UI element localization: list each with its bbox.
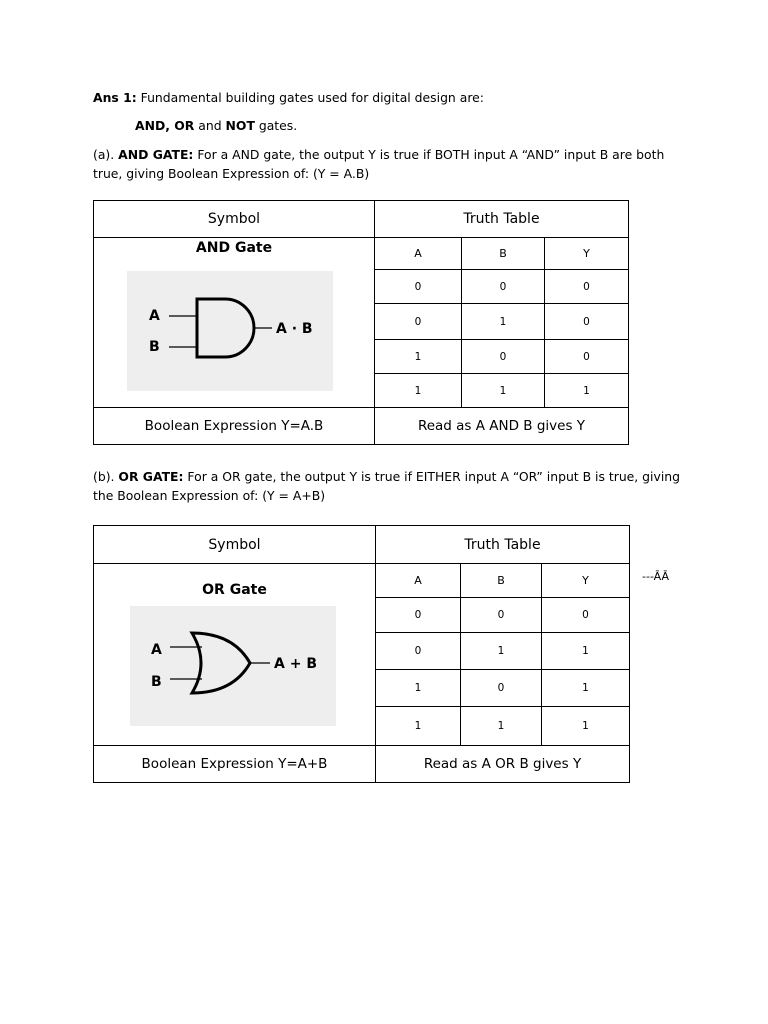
and-col-b: B	[462, 238, 545, 270]
or-col-b: B	[461, 564, 542, 598]
and-truth-header: Truth Table	[375, 201, 629, 238]
and-read-as: Read as A AND B gives Y	[375, 408, 629, 445]
or-gate-table	[93, 525, 630, 783]
or-prefix: (b).	[93, 469, 119, 484]
or-desc-text: For a OR gate, the output Y is true if EITHER input A “OR” input B is true, giving the Boolean Expression of: (Y = A+B)	[93, 469, 680, 503]
gates-list	[135, 116, 725, 135]
or-col-a: A	[376, 564, 461, 598]
answer-text: Fundamental building gates used for digital design are:	[136, 90, 484, 105]
and-r1-a: 0	[375, 304, 462, 340]
answer-intro	[93, 88, 683, 107]
or-r1-y: 1	[542, 633, 630, 670]
and-label: AND GATE:	[118, 147, 194, 162]
or-gate-diagram	[130, 606, 336, 726]
or-description	[93, 467, 683, 505]
and-gate-icon	[127, 271, 333, 391]
or-input-a-label: A	[151, 642, 162, 658]
or-r1-a: 0	[376, 633, 461, 670]
stray-mark: ---ĀĀ	[642, 570, 670, 583]
gates-tail: gates.	[254, 118, 298, 133]
and-r0-b: 0	[462, 270, 545, 304]
and-r0-y: 0	[545, 270, 629, 304]
or-r0-b: 0	[461, 598, 542, 633]
and-gate-diagram	[127, 271, 333, 391]
or-r3-y: 1	[542, 707, 630, 746]
or-input-b-label: B	[151, 674, 162, 690]
or-read-as: Read as A OR B gives Y	[376, 746, 630, 783]
and-col-y: Y	[545, 238, 629, 270]
and-symbol-cell	[94, 238, 375, 408]
and-gate-name: AND Gate	[195, 240, 273, 256]
and-col-a: A	[375, 238, 462, 270]
and-prefix: (a).	[93, 147, 119, 162]
or-r1-b: 1	[461, 633, 542, 670]
and-output-label: A · B	[276, 321, 313, 337]
or-r2-a: 1	[376, 670, 461, 707]
and-r2-y: 0	[545, 340, 629, 374]
or-r0-y: 0	[542, 598, 630, 633]
gates-not: NOT	[225, 118, 255, 133]
and-desc-text: For a AND gate, the output Y is true if BOTH input A “AND” input B are both true, giving Boolean Expression of: (Y = A.B)	[93, 147, 665, 181]
or-col-y: Y	[542, 564, 630, 598]
or-r2-b: 0	[461, 670, 542, 707]
and-input-b-label: B	[149, 339, 160, 355]
or-symbol-cell	[94, 564, 376, 746]
gates-and: and	[194, 118, 226, 133]
or-boolean-expression: Boolean Expression Y=A+B	[94, 746, 376, 783]
and-r1-y: 0	[545, 304, 629, 340]
or-r3-a: 1	[376, 707, 461, 746]
or-label: OR GATE:	[118, 469, 184, 484]
and-r2-b: 0	[462, 340, 545, 374]
or-output-label: A + B	[274, 656, 317, 672]
gates-bold: AND, OR	[135, 118, 195, 133]
or-r0-a: 0	[376, 598, 461, 633]
and-r3-a: 1	[375, 374, 462, 408]
and-boolean-expression: Boolean Expression Y=A.B	[94, 408, 375, 445]
or-gate-name: OR Gate	[202, 582, 267, 598]
and-r3-y: 1	[545, 374, 629, 408]
and-r1-b: 1	[462, 304, 545, 340]
and-description	[93, 145, 683, 183]
and-symbol-header: Symbol	[94, 201, 375, 238]
and-r2-a: 1	[375, 340, 462, 374]
answer-label: Ans 1:	[93, 90, 137, 105]
and-gate-table	[93, 200, 629, 445]
or-truth-header: Truth Table	[376, 526, 630, 564]
or-symbol-header: Symbol	[94, 526, 376, 564]
and-input-a-label: A	[149, 308, 160, 324]
or-gate-icon	[130, 606, 336, 726]
and-r3-b: 1	[462, 374, 545, 408]
or-r3-b: 1	[461, 707, 542, 746]
or-r2-y: 1	[542, 670, 630, 707]
and-r0-a: 0	[375, 270, 462, 304]
